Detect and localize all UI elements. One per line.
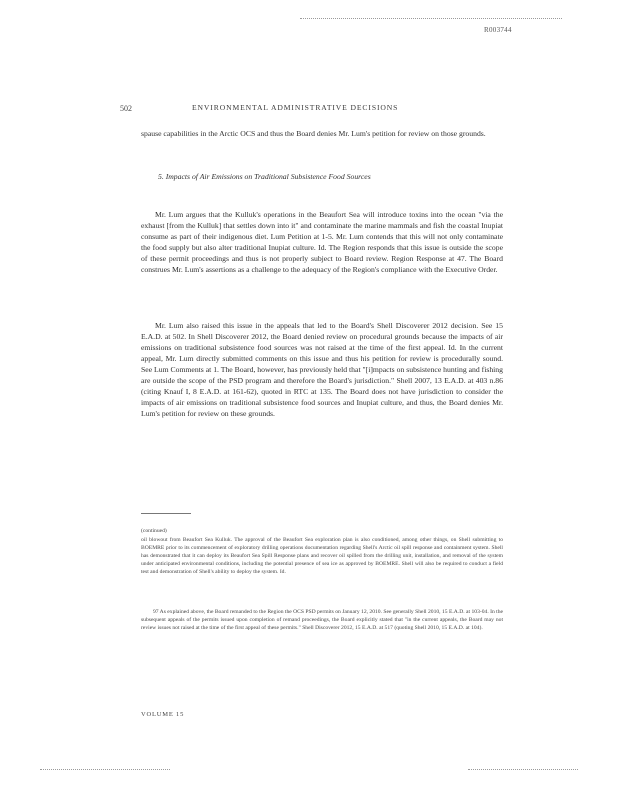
top-scan-line [300,18,562,19]
bates-number: R003744 [484,26,512,34]
page-number: 502 [120,104,132,113]
footnote-1: oil blowout from Beaufort Sea Kulluk. The approval of the Beaufort Sea exploration plan is also conditioned, among other things, on Shell submitting to BOEMRE prior to its commencement of exploratory drilling operations documentation regarding Shell's Arctic oil spill response and containment system. Shell has demonstrated that it can deploy its Beaufort Sea Spill Response plans and recover oil spilled from the drilling unit, installation, and removal of the system under anticipated environmental conditions, including the potential presence of sea ice as approved by BOEMRE. Shell will also be required to conduct a field test and demonstration of Shell's ability to deploy the system. Id. [141,537,503,576]
footnote-rule [141,513,191,514]
volume-label: VOLUME 15 [141,711,185,718]
carryover-paragraph: spause capabilities in the Arctic OCS and thus the Board denies Mr. Lum's petition for review on those grounds. [141,129,486,138]
section-heading: 5. Impacts of Air Emissions on Traditional Subsistence Food Sources [158,172,371,181]
bottom-scan-line-left [40,769,170,770]
bottom-scan-line-right [468,769,578,770]
paragraph-1: Mr. Lum argues that the Kulluk's operations in the Beaufort Sea will introduce toxins into the ocean "via the exhaust [from the Kulluk] that settles down into it" and contaminate the marine mammals and fish the coastal Inupiat consume as part of their indigenous diet. Lum Petition at 1-5. Mr. Lum contends that this will not only contaminate the food supply but also alter traditional Inupiat culture. Id. The Region responds that this issue is outside the scope of these permit proceedings and thus is not properly subject to Board review. Region Response at 47. The Board construes Mr. Lum's assertions as a challenge to the adequacy of the Region's compliance with the Executive Order. [141,210,503,275]
running-head: ENVIRONMENTAL ADMINISTRATIVE DECISIONS [192,103,399,112]
footnote-2: 97 As explained above, the Board remanded to the Region the OCS PSD permits on January 12, 2010. See generally Shell 2010, 15 E.A.D. at 103-04. In the subsequent appeals of the permits issued upon completion of remand proceedings, the Board explicitly stated that "in the current appeals, the Board may not review issues not raised at the time of the first appeal of these permits." Shell Discoverer 2012, 15 E.A.D. at 517 (quoting Shell 2010, 15 E.A.D. at 104). [141,609,504,632]
footnote-continued-label: (continued) [141,528,167,534]
paragraph-2: Mr. Lum also raised this issue in the appeals that led to the Board's Shell Discoverer 2012 decision. See 15 E.A.D. at 502. In Shell Discoverer 2012, the Board denied review on procedural grounds because the impacts of air emissions on traditional subsistence food sources was not raised at the time of the first appeal. Id. In the current appeal, Mr. Lum directly submitted comments on this issue and thus his petition for review is procedurally sound. See Lum Comments at 1. The Board, however, has previously held that "[i]mpacts on subsistence hunting and fishing are outside the scope of the PSD program and therefore the Board's jurisdiction." Shell 2007, 13 E.A.D. at 403 n.86 (citing Knauf I, 8 E.A.D. at 161-62), quoted in RTC at 135. The Board does not have jurisdiction to consider the impacts of air emissions on traditional subsistence food sources and Inupiat culture, and thus, the Board denies Mr. Lum's petition for review on these grounds. [141,321,503,419]
